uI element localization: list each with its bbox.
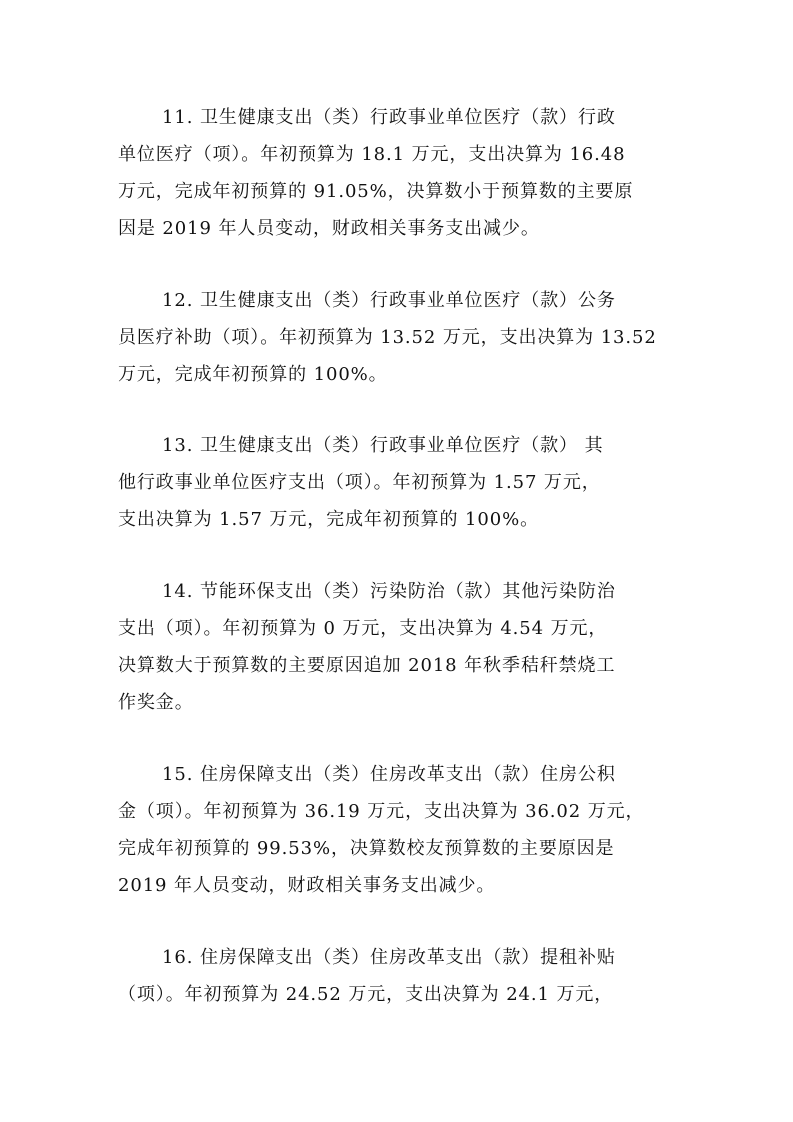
paragraph-12 (118, 282, 678, 393)
paragraph-line: 支出（项）。年初预算为 0 万元，支出决算为 4.54 万元， (118, 618, 608, 639)
paragraph-line: 金（项）。年初预算为 36.19 万元，支出决算为 36.02 万元， (118, 801, 645, 822)
paragraph-11 (118, 99, 678, 247)
paragraph-line: 16. 住房保障支出（类）住房改革支出（款）提租补贴 (162, 947, 616, 968)
paragraph-line: 13. 卫生健康支出（类）行政事业单位医疗（款） 其 (162, 435, 604, 456)
paragraph-16 (118, 939, 678, 1013)
paragraph-line: 12. 卫生健康支出（类）行政事业单位医疗（款）公务 (162, 290, 616, 311)
paragraph-line: 万元，完成年初预算的 91.05%，决算数小于预算数的主要原 (118, 181, 634, 202)
paragraph-line: 万元，完成年初预算的 100%。 (118, 364, 388, 385)
paragraph-line: 决算数大于预算数的主要原因追加 2018 年秋季秸秆禁烧工 (118, 655, 616, 676)
paragraph-line: 支出决算为 1.57 万元，完成年初预算的 100%。 (118, 509, 540, 530)
paragraph-line: 作奖金。 (118, 692, 194, 713)
paragraph-line: 15. 住房保障支出（类）住房改革支出（款）住房公积 (162, 764, 616, 785)
paragraph-14 (118, 573, 678, 721)
paragraph-line: 2019 年人员变动，财政相关事务支出减少。 (118, 875, 496, 896)
paragraph-15 (118, 756, 678, 904)
paragraph-line: 员医疗补助（项）。年初预算为 13.52 万元，支出决算为 13.52 (118, 327, 657, 348)
paragraph-13 (118, 427, 678, 538)
paragraph-line: 因是 2019 年人员变动，财政相关事务支出减少。 (118, 218, 540, 239)
paragraph-line: 单位医疗（项）。年初预算为 18.1 万元，支出决算为 16.48 (118, 144, 626, 165)
paragraph-line: 他行政事业单位医疗支出（项）。年初预算为 1.57 万元， (118, 472, 601, 493)
paragraph-line: 11. 卫生健康支出（类）行政事业单位医疗（款）行政 (162, 107, 616, 128)
paragraph-line: 完成年初预算的 99.53%，决算数校友预算数的主要原因是 (118, 838, 615, 859)
paragraph-line: （项）。年初预算为 24.52 万元，支出决算为 24.1 万元， (118, 984, 614, 1005)
paragraph-line: 14. 节能环保支出（类）污染防治（款）其他污染防治 (162, 581, 616, 602)
